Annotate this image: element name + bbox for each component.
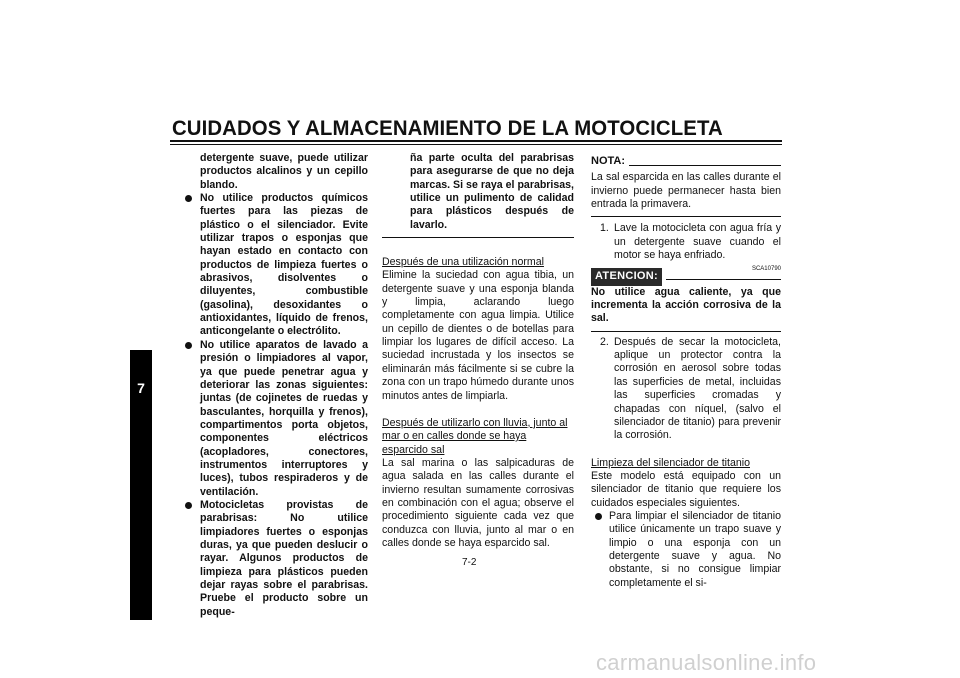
header-rule-thin: [170, 144, 782, 145]
step-2-number: 2.: [600, 335, 609, 348]
section-heading-rain-salt: Después de utilizarlo con lluvia, junto al mar o en calles donde se haya esparcido sal: [382, 416, 568, 456]
col1-bullet-1: [172, 192, 368, 339]
nota-rule: [629, 165, 781, 166]
watermark: carmanualsonline.info: [596, 650, 817, 675]
col1-bullet-3-text: Motocicletas provistas de parabrisas: No utilice limpiadores fuertes o esponjas duras, ya que pueden deslucir o rayar. Algunos productos de limpieza para plásticos pueden dejar rayas sobre el parabrisas. Pruebe el producto sobre un peque-: [200, 498, 368, 618]
chapter-tab: [130, 350, 152, 620]
step-1-number: 1.: [600, 222, 609, 235]
nota-label: NOTA:: [591, 155, 626, 167]
bullet-dot-icon: [185, 195, 192, 202]
column-2: [382, 152, 574, 550]
chapter-number: 7: [137, 380, 145, 396]
col2-continuation: ña parte oculta del parabrisas para asegurarse de que no deja marcas. Si se raya el parabrisas, utilice un pulimento de calidad para plásticos después de lavarlo.: [410, 152, 574, 231]
step-1-text: Lave la motocicleta con agua fría y un detergente suave cuando el motor se haya enfriado.: [614, 222, 781, 262]
section-body-normal-use: Elimine la suciedad con agua tibia, un detergente suave y una esponja blanda y limpia, aclarando luego completamente con agua limpia. Utilice un cepillo de dientes o de botellas para limpiar los lugares de difícil acceso. La suciedad incrustada y los insectos se eliminarán más fácilmente si se cubre la zona con un trapo húmedo durante unos minutos antes de limpiarla.: [382, 269, 574, 402]
col1-bullet-3: [172, 499, 368, 619]
section-heading-titanium: Limpieza del silenciador de titanio: [591, 456, 750, 469]
bullet-dot-icon: [595, 513, 602, 520]
nota-header: [591, 155, 781, 168]
titanium-bullet: [591, 510, 781, 590]
bullet-dot-icon: [185, 502, 192, 509]
step-2-text: Después de secar la motocicleta, aplique un protector contra la corrosión en aerosol sobre todas las superficies de metal, incluidas las superficies cromadas y chapadas con níquel, (salvo el silenciador de titanio) para prevenir la corrosión.: [614, 335, 781, 442]
nota-text: La sal esparcida en las calles durante el invierno puede permanecer hasta bien entrada la primavera.: [591, 171, 781, 211]
page-title: CUIDADOS Y ALMACENAMIENTO DE LA MOTOCICLETA: [172, 117, 723, 140]
section-body-rain-salt: La sal marina o las salpicaduras de agua salada en las calles durante el invierno resultan sumamente corrosivas en combinación con el agua; observe el procedimiento siguiente cada vez que conduzca con lluvia, junto al mar o en calles donde se haya esparcido sal.: [382, 456, 574, 549]
titanium-bullet-text: Para limpiar el silenciador de titanio utilice únicamente un trapo suave y limpio o una esponja con un detergente suave y agua. No obstante, si no consigue limpiar completamente el si-: [609, 509, 781, 589]
col2-warning-block: [382, 152, 574, 238]
bullet-dot-icon: [185, 342, 192, 349]
col1-bullet-2-text: No utilice aparatos de lavado a presión o limpiadores al vapor, ya que puede penetrar agua y deteriorar las zonas siguientes: juntas (de cojinetes de ruedas y basculantes, horquilla y frenos), compartimentos porta objetos, componentes eléctricos (acopladores, conectores, instrumentos interruptores y luces), tubos respiraderos y de ventilación.: [200, 338, 368, 498]
col1-intro: detergente suave, puede utilizar productos alcalinos y un cepillo blando.: [200, 152, 368, 191]
step-2: [594, 336, 781, 443]
atencion-block: [591, 286, 781, 332]
nota-end-rule: [591, 216, 781, 262]
step-1: [594, 222, 781, 262]
col1-bullet-1-text: No utilice productos químicos fuertes para las piezas de plástico o el silenciador. Evite utilizar trapos o esponjas que hayan estado en contacto con productos de limpieza fuertes o abrasivos, disolventes o diluyentes, combustible (gasolina), desoxidantes o antioxidantes, líquido de frenos, anticongelante o electrólito.: [200, 192, 368, 338]
atencion-rule: [666, 279, 781, 280]
atencion-code: SCA10790: [751, 265, 781, 272]
atencion-text: No utilice agua caliente, ya que incrementa la acción corrosiva de la sal.: [591, 285, 781, 325]
header-rule-thick: [170, 140, 782, 142]
page-number: 7-2: [462, 557, 477, 568]
section-heading-normal-use: Después de una utilización normal: [382, 256, 544, 269]
col1-bullet-2: [172, 339, 368, 499]
atencion-label: ATENCION:: [591, 268, 662, 285]
section-body-titanium: Este modelo está equipado con un silenciador de titanio que requiere los cuidados especiales siguientes.: [591, 469, 781, 509]
column-1: [172, 152, 368, 619]
column-3: [591, 155, 781, 590]
